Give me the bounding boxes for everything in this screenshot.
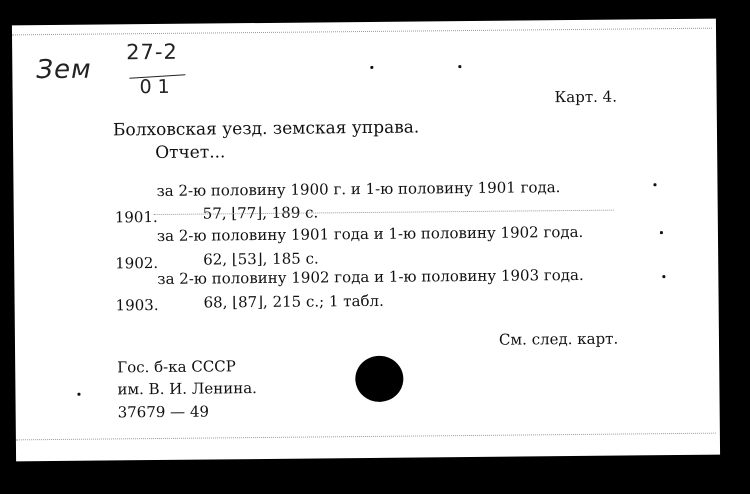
speck [370, 66, 373, 69]
entry-details: 62, ⌊53⌋, 185 с. [203, 249, 319, 269]
entry-details: 68, ⌊87⌋, 215 с.; 1 табл. [203, 291, 384, 312]
scan-line [16, 433, 716, 441]
card-number: Карт. 4. [554, 87, 618, 107]
handwritten-prefix: Зем [36, 54, 92, 86]
see-next-note: См. след. карт. [498, 329, 619, 349]
punch-hole [355, 356, 403, 402]
entry-year: 1903. [115, 295, 159, 315]
heading: Болховская уезд. земская управа. [112, 117, 420, 141]
handwritten-numerator: 27-2 [126, 39, 178, 65]
speck [653, 183, 656, 186]
entry-period: за 2-ю половину 1901 года и 1-ю половину 1902 года. [156, 222, 584, 246]
speck [77, 393, 80, 396]
entry-year: 1901. [114, 207, 158, 227]
entry-details: 57, ⌊77⌋, 189 с. [202, 203, 319, 223]
handwritten-denominator: 01 [139, 75, 176, 99]
speck [662, 275, 665, 278]
library-line-1: Гос. б-ка СССР [117, 357, 236, 377]
subtitle: Отчет... [155, 142, 226, 164]
library-line-3: 37679 — 49 [117, 402, 210, 422]
catalog-card [12, 19, 720, 462]
scan-line [12, 28, 712, 36]
entry-period: за 2-ю половину 1900 г. и 1-ю половину 1901 года. [156, 178, 561, 201]
speck [660, 231, 663, 234]
library-line-2: им. В. И. Ленина. [117, 379, 257, 399]
entry-year: 1902. [115, 253, 159, 273]
speck [458, 65, 461, 68]
entry-period: за 2-ю половину 1902 года и 1-ю половину 1903 года. [157, 265, 584, 289]
